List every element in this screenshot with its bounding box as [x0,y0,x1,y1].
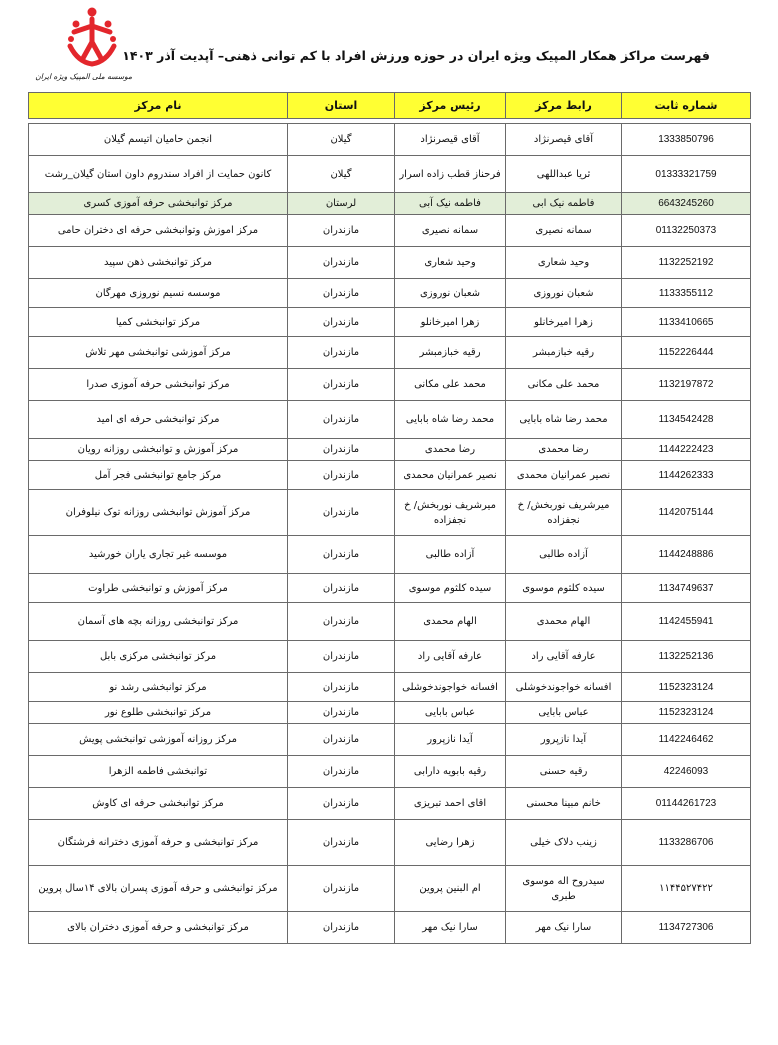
liaison-cell: سیده کلثوم موسوی [506,574,622,603]
table-row [29,461,751,490]
phone-cell: 1133286706 [622,820,751,866]
province-cell: مازندران [288,247,395,279]
liaison-cell: شعبان نوروزی [506,279,622,308]
table-row [29,788,751,820]
center-name-cell: توانبخشی فاطمه الزهرا [29,756,288,788]
liaison-cell: وحید شعاری [506,247,622,279]
center-name-cell: مرکز توانبخشی رشد نو [29,673,288,702]
table-row [29,215,751,247]
center-name-cell: مرکز توانبخشی مرکزی بابل [29,641,288,673]
phone-cell: 01132250373 [622,215,751,247]
phone-cell: 01144261723 [622,788,751,820]
liaison-cell: خانم مبینا محسنی [506,788,622,820]
table-row [29,337,751,369]
province-cell: مازندران [288,279,395,308]
phone-cell: 1152226444 [622,337,751,369]
liaison-cell: زینب دلاک خیلی [506,820,622,866]
table-row [29,536,751,574]
table-row [29,912,751,944]
province-cell: مازندران [288,702,395,724]
province-cell: مازندران [288,308,395,337]
liaison-cell: الهام محمدی [506,603,622,641]
table-row [29,401,751,439]
table-row [29,756,751,788]
liaison-cell: محمد علی مکانی [506,369,622,401]
liaison-cell: آیدا نازپرور [506,724,622,756]
head-cell: آزاده طالبی [395,536,506,574]
table-row [29,603,751,641]
table-row [29,124,751,156]
center-name-cell: مرکز اموزش وتوانبخشی حرفه ای دختران حامی [29,215,288,247]
column-header-liaison: رابط مرکز [506,93,622,119]
logo-text: موسسه ملی المپیک ویژه ایران [35,72,132,81]
center-name-cell: مرکز آموزش و توانبخشی روزانه رویان [29,439,288,461]
column-header-province: استان [288,93,395,119]
phone-cell: 01333321759 [622,156,751,193]
table-row [29,820,751,866]
table-row [29,673,751,702]
head-cell: نصیر عمرانیان محمدی [395,461,506,490]
head-cell: سمانه نصیری [395,215,506,247]
table-header-row [29,93,751,119]
column-header-head: رئیس مرکز [395,93,506,119]
phone-cell: 1142455941 [622,603,751,641]
province-cell: مازندران [288,788,395,820]
province-cell: مازندران [288,439,395,461]
head-cell: وحید شعاری [395,247,506,279]
province-cell: گیلان [288,156,395,193]
phone-cell: 1134727306 [622,912,751,944]
head-cell: عباس بابایی [395,702,506,724]
center-name-cell: مرکز آموزشی توانبخشی مهر تلاش [29,337,288,369]
liaison-cell: عباس بابایی [506,702,622,724]
liaison-cell: رقیه خبازمبشر [506,337,622,369]
phone-cell: 1152323124 [622,702,751,724]
center-name-cell: مرکز توانبخشی حرفه ای امید [29,401,288,439]
province-cell: مازندران [288,866,395,912]
province-cell: گیلان [288,124,395,156]
liaison-cell: سمانه نصیری [506,215,622,247]
center-name-cell: مرکز جامع توانبخشی فجر آمل [29,461,288,490]
liaison-cell: سیدروح اله موسوی طبری [506,866,622,912]
center-name-cell: مرکز توانبخشی و حرفه آموزی دختران بالای [29,912,288,944]
province-cell: مازندران [288,756,395,788]
head-cell: فرحناز قطب زاده اسرار [395,156,506,193]
phone-cell: 1134749637 [622,574,751,603]
table-row [29,866,751,912]
head-cell: آقای قیصرنژاد [395,124,506,156]
province-cell: مازندران [288,820,395,866]
liaison-cell: زهرا امیرخانلو [506,308,622,337]
center-name-cell: مرکز توانبخشی و حرفه آموزی پسران بالای ۱۴سال پروین [29,866,288,912]
province-cell: مازندران [288,536,395,574]
table-row [29,369,751,401]
liaison-cell: آزاده طالبی [506,536,622,574]
head-cell: سیده کلثوم موسوی [395,574,506,603]
liaison-cell: ثریا عبداللهی [506,156,622,193]
centers-table [28,92,751,944]
phone-cell: 1132197872 [622,369,751,401]
center-name-cell: مرکز روزانه آموزشی توانبخشی پویش [29,724,288,756]
province-cell: لرستان [288,193,395,215]
head-cell: الهام محمدی [395,603,506,641]
head-cell: رقیه بابویه دارابی [395,756,506,788]
liaison-cell: رقیه حسنی [506,756,622,788]
center-name-cell: مرکز توانبخشی ذهن سپید [29,247,288,279]
head-cell: افسانه خواجوندخوشلی [395,673,506,702]
table-row [29,490,751,536]
phone-cell: 1133355112 [622,279,751,308]
head-cell: زهرا رضایی [395,820,506,866]
liaison-cell: رضا محمدی [506,439,622,461]
logo [35,6,132,86]
table-body [29,119,751,944]
table-row [29,439,751,461]
head-cell: رضا محمدی [395,439,506,461]
page-title: فهرست مراکز همکار المپیک ویژه ایران در حوزه ورزش افراد با کم توانی ذهنی– آپدیت آذر ۱۴۰۳ [122,48,710,63]
column-header-phone: شماره ثابت [622,93,751,119]
province-cell: مازندران [288,461,395,490]
liaison-cell: فاطمه نیک ابی [506,193,622,215]
table-row [29,724,751,756]
table-row [29,308,751,337]
table-row [29,247,751,279]
phone-cell: 1133410665 [622,308,751,337]
center-name-cell: موسسه غیر تجاری یاران خورشید [29,536,288,574]
province-cell: مازندران [288,724,395,756]
liaison-cell: آقای قیصرنژاد [506,124,622,156]
liaison-cell: سارا نیک مهر [506,912,622,944]
liaison-cell: عارفه آقایی راد [506,641,622,673]
province-cell: مازندران [288,369,395,401]
province-cell: مازندران [288,574,395,603]
table-row [29,279,751,308]
phone-cell: 1142075144 [622,490,751,536]
phone-cell: 42246093 [622,756,751,788]
phone-cell: 1132252192 [622,247,751,279]
phone-cell: ۱۱۴۴۵۲۷۴۲۲ [622,866,751,912]
liaison-cell: میرشریف نوربخش/ خ نجفزاده [506,490,622,536]
province-cell: مازندران [288,401,395,439]
special-olympics-logo-icon [62,6,122,68]
center-name-cell: مرکز توانبخشی حرفه ای کاوش [29,788,288,820]
center-name-cell: مرکز آموزش و توانبخشی طراوت [29,574,288,603]
phone-cell: 1152323124 [622,673,751,702]
liaison-cell: محمد رضا شاه بابایی [506,401,622,439]
table-row [29,641,751,673]
head-cell: زهرا امیرخانلو [395,308,506,337]
head-cell: آیدا نازپرور [395,724,506,756]
center-name-cell: مرکز توانبخشی حرفه آموزی صدرا [29,369,288,401]
province-cell: مازندران [288,490,395,536]
head-cell: محمد علی مکانی [395,369,506,401]
table-row [29,702,751,724]
phone-cell: 1144262333 [622,461,751,490]
province-cell: مازندران [288,641,395,673]
center-name-cell: کانون حمایت از افراد سندروم داون استان گیلان_رشت [29,156,288,193]
center-name-cell: مرکز توانبخشی طلوع نور [29,702,288,724]
center-name-cell: انجمن حامیان اتیسم گیلان [29,124,288,156]
province-cell: مازندران [288,337,395,369]
province-cell: مازندران [288,603,395,641]
center-name-cell: مرکز توانبخشی و حرفه آموزی دخترانه فرشتگان [29,820,288,866]
head-cell: رقیه خبازمبشر [395,337,506,369]
head-cell: اقای احمد تبریزی [395,788,506,820]
center-name-cell: مرکز توانبخشی روزانه بچه های آسمان [29,603,288,641]
phone-cell: 1134542428 [622,401,751,439]
province-cell: مازندران [288,215,395,247]
table-row [29,193,751,215]
table-row [29,574,751,603]
head-cell: عارفه آقایی راد [395,641,506,673]
head-cell: شعبان نوروزی [395,279,506,308]
center-name-cell: مرکز توانبخشی کمیا [29,308,288,337]
head-cell: ام البنین پروین [395,866,506,912]
province-cell: مازندران [288,912,395,944]
phone-cell: 1132252136 [622,641,751,673]
center-name-cell: مرکز توانبخشی حرفه آموزی کسری [29,193,288,215]
center-name-cell: مرکز آموزش توانبخشی روزانه توک نیلوفران [29,490,288,536]
head-cell: میرشریف نوربخش/ خ نجفزاده [395,490,506,536]
center-name-cell: موسسه نسیم نوروزی مهرگان [29,279,288,308]
head-cell: محمد رضا شاه بابایی [395,401,506,439]
head-cell: سارا نیک مهر [395,912,506,944]
head-cell: فاطمه نیک آبی [395,193,506,215]
phone-cell: 1142246462 [622,724,751,756]
liaison-cell: نصیر عمرانیان محمدی [506,461,622,490]
province-cell: مازندران [288,673,395,702]
phone-cell: 1144248886 [622,536,751,574]
phone-cell: 1144222423 [622,439,751,461]
table-row [29,156,751,193]
column-header-center: نام مرکز [29,93,288,119]
phone-cell: 6643245260 [622,193,751,215]
liaison-cell: افسانه خواجوندخوشلی [506,673,622,702]
phone-cell: 1333850796 [622,124,751,156]
